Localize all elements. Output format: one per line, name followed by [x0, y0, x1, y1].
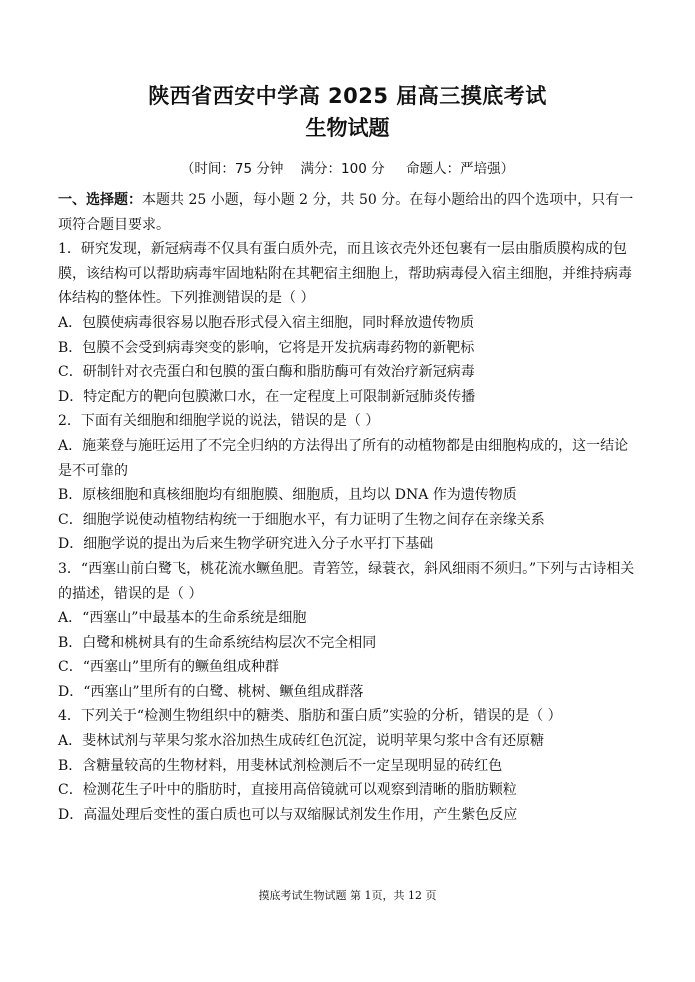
question-1-option-a: A．包膜使病毒很容易以胞吞形式侵入宿主细胞，同时释放遗传物质	[58, 314, 475, 331]
question-2-option-d: D．细胞学说的提出为后来生物学研究进入分子水平打下基础	[58, 536, 434, 553]
section-title: 一、选择题：	[58, 192, 142, 208]
question-2-option-c: C．细胞学说使动植物结构统一于细胞水平，有力证明了生物之间存在亲缘关系	[58, 511, 545, 528]
question-4-option-a: A．斐林试剂与苹果匀浆水浴加热生成砖红色沉淀，说明苹果匀浆中含有还原糖	[58, 733, 545, 750]
question-2-stem: 2．下面有关细胞和细胞学说的说法，错误的是（ ）	[58, 413, 380, 430]
exam-meta-info: （时间：75 分钟 满分：100 分 命题人：严培强）	[180, 161, 515, 177]
exam-title: 陕西省西安中学高 2025 届高三摸底考试	[148, 84, 547, 108]
question-4-option-d: D．高温处理后变性的蛋白质也可以与双缩脲试剂发生作用，产生紫色反应	[58, 806, 518, 823]
exam-subject-title: 生物试题	[305, 116, 390, 140]
section-header	[58, 188, 638, 237]
question-3-stem: 3．“西塞山前白鹭飞，桃花流水鳜鱼肥。青箬笠，绿蓑衣，斜风细雨不须归。”下列与古诗相关的描述，错误的是（ ）	[58, 560, 635, 602]
question-2-option-b: B．原核细胞和真核细胞均有细胞膜、细胞质，且均以 DNA 作为遗传物质	[58, 487, 517, 504]
question-4-option-c: C．检测花生子叶中的脂肪时，直接用高倍镜就可以观察到清晰的脂肪颗粒	[58, 782, 517, 799]
exam-content	[58, 188, 638, 827]
question-1-option-c: C．研制针对衣壳蛋白和包膜的蛋白酶和脂肪酶可有效治疗新冠病毒	[58, 364, 475, 381]
question-1-stem: 1．研究发现，新冠病毒不仅具有蛋白质外壳，而且该衣壳外还包裹有一层由脂质膜构成的包膜，该结构可以帮助病毒牢固地粘附在其靶宿主细胞上，帮助病毒侵入宿主细胞，并维持病毒体结构的整体性。下列推测错误的是（ ）	[58, 241, 632, 307]
question-3-option-b: B．白鹭和桃树具有的生命系统结构层次不完全相同	[58, 634, 377, 651]
question-1-option-d: D．特定配方的靶向包膜漱口水，在一定程度上可限制新冠肺炎传播	[58, 388, 476, 405]
question-1-option-b: B．包膜不会受到病毒突变的影响，它将是开发抗病毒药物的新靶标	[58, 339, 475, 356]
question-3-option-a: A．“西塞山”中最基本的生命系统是细胞	[58, 610, 307, 627]
question-4-stem: 4．下列关于“检测生物组织中的糖类、脂肪和蛋白质”实验的分析，错误的是（ ）	[58, 708, 562, 725]
page-footer: 摸底考试生物试题 第 1页，共 12 页	[258, 889, 437, 902]
section-instructions: 本题共 25 小题，每小题 2 分，共 50 分。在每小题给出的四个选项中，只有一项符合题目要求。	[58, 192, 634, 233]
question-4-option-b: B．含糖量较高的生物材料，用斐林试剂检测后不一定呈现明显的砖红色	[58, 757, 503, 774]
question-3-option-c: C．“西塞山”里所有的鳜鱼组成种群	[58, 659, 280, 676]
question-2-option-a: A．施莱登与施旺运用了不完全归纳的方法得出了所有的动植物都是由细胞构成的，这一结论是不可靠的	[58, 437, 629, 479]
question-3-option-d: D．“西塞山”里所有的白鹭、桃树、鳜鱼组成群落	[58, 683, 364, 700]
